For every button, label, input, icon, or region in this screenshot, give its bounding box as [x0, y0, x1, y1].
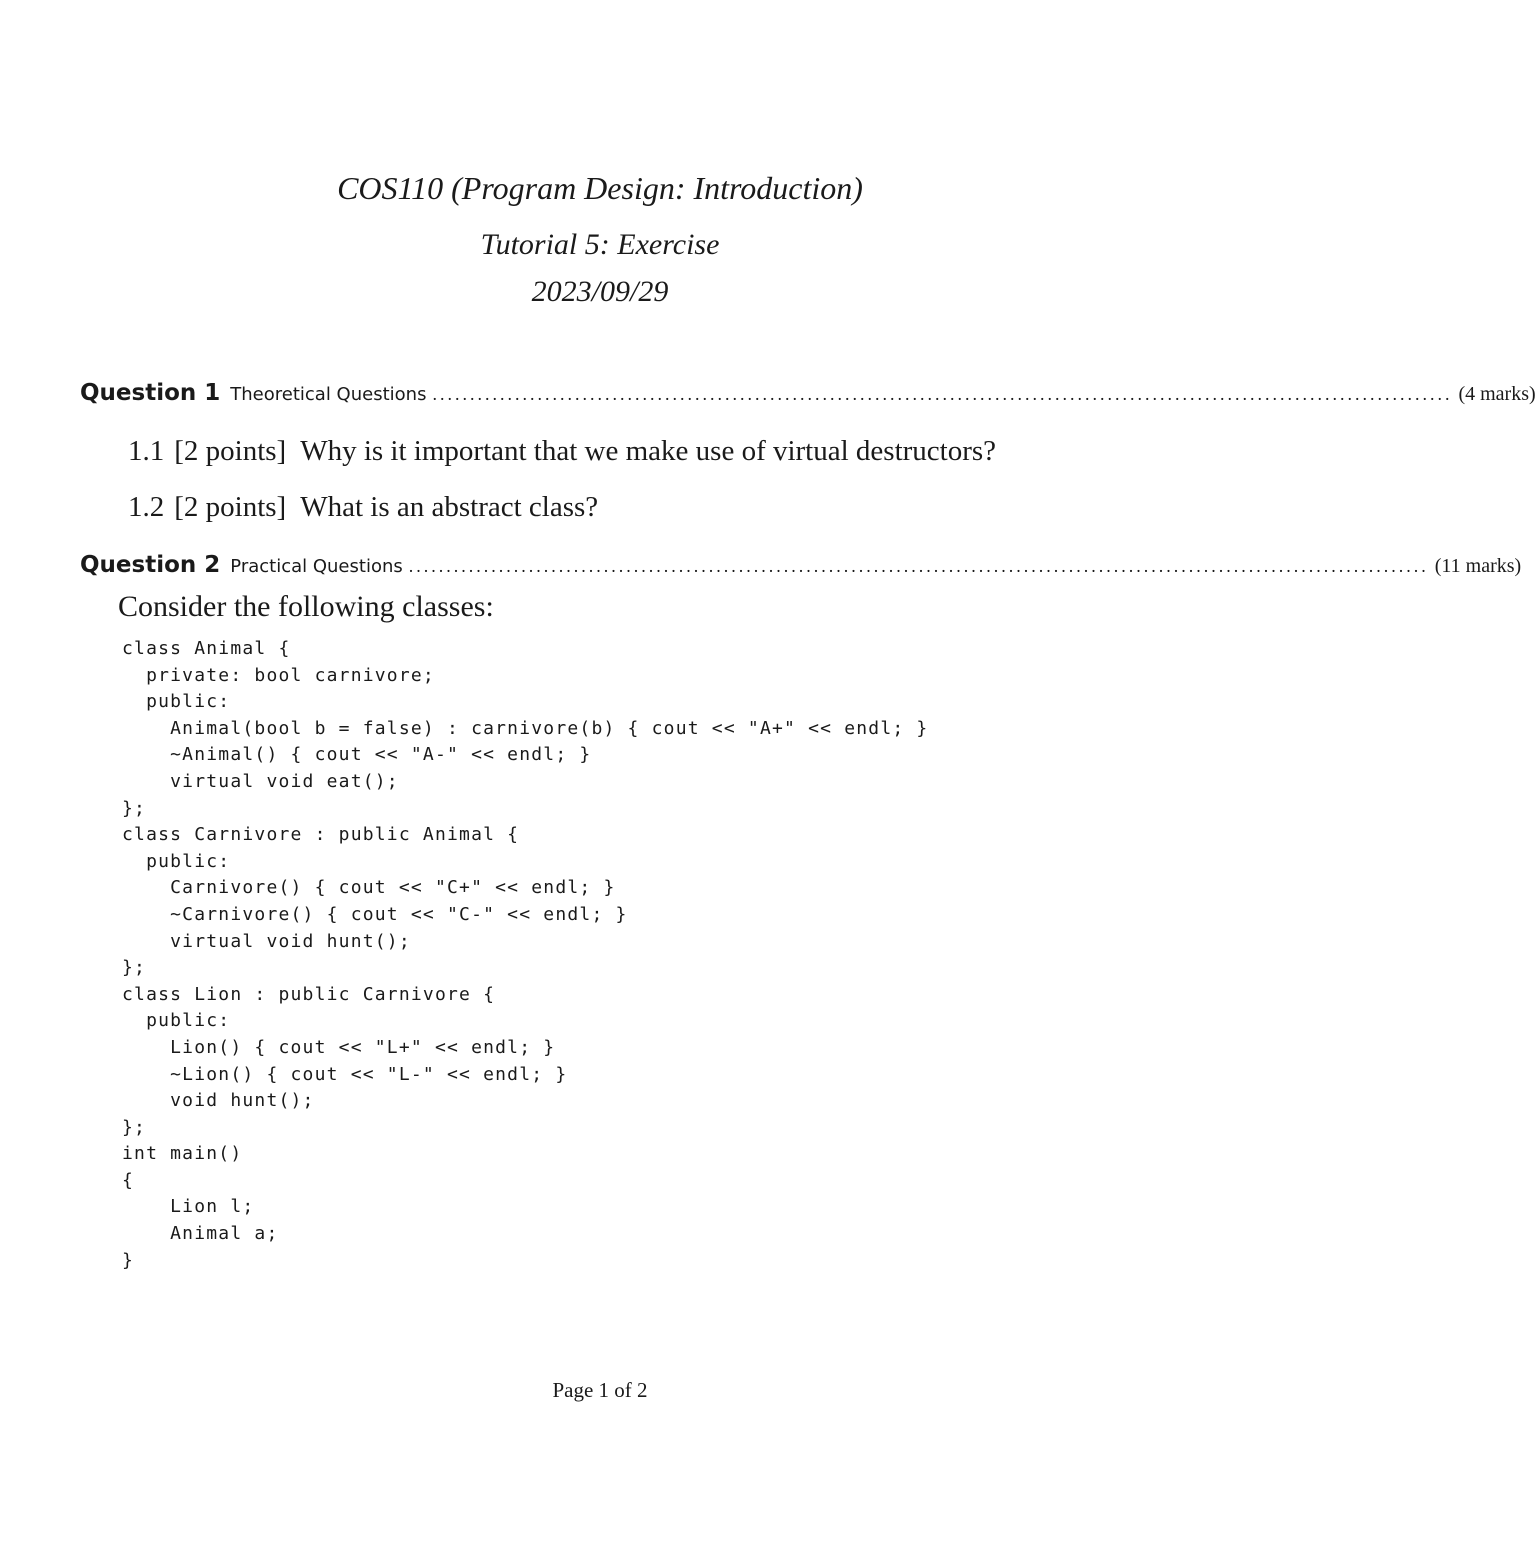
sub-question-number: 1.2: [128, 491, 165, 523]
code-line: public:: [122, 1010, 231, 1032]
sub-question-number: 1.1: [128, 435, 165, 467]
question-1-heading: [80, 380, 1536, 406]
sub-question-1-2: [128, 491, 598, 524]
code-line: Animal a;: [122, 1223, 279, 1245]
code-line: };: [122, 797, 147, 819]
code-line: ~Animal() { cout << "A-" << endl; }: [122, 744, 592, 766]
question-2-label: Question 2: [80, 552, 221, 578]
code-line: ~Carnivore() { cout << "C-" << endl; }: [122, 903, 628, 925]
sub-question-text: What is an abstract class?: [300, 491, 599, 523]
question-1-marks: (4 marks): [1458, 383, 1536, 405]
sub-question-1-1: [128, 435, 996, 468]
code-line: private: bool carnivore;: [122, 664, 435, 686]
code-line: };: [122, 1116, 147, 1138]
code-line: class Animal {: [122, 638, 291, 659]
page-number: Page 1 of 2: [552, 1378, 648, 1402]
dot-leader: ........................................................................................................................................: [432, 384, 1453, 404]
question-2-heading: [80, 552, 1522, 578]
code-line: virtual void eat();: [122, 770, 399, 792]
question-1-topic: Theoretical Questions: [230, 384, 427, 405]
question-2-marks: (11 marks): [1434, 555, 1522, 577]
question-2-intro: Consider the following classes:: [118, 590, 494, 623]
course-title: COS110 (Program Design: Introduction): [337, 170, 863, 206]
code-line: Lion l;: [122, 1196, 255, 1218]
sub-question-points: [2 points]: [174, 435, 287, 467]
sub-question-text: Why is it important that we make use of virtual destructors?: [300, 435, 997, 467]
tutorial-title: Tutorial 5: Exercise: [480, 228, 720, 261]
code-line: Lion() { cout << "L+" << endl; }: [122, 1036, 556, 1058]
code-line: ~Lion() { cout << "L-" << endl; }: [122, 1063, 568, 1085]
code-line: public:: [122, 691, 231, 713]
code-line: public:: [122, 850, 231, 872]
sub-question-points: [2 points]: [174, 491, 287, 523]
question-1-label: Question 1: [80, 380, 221, 406]
code-line: Carnivore() { cout << "C+" << endl; }: [122, 877, 616, 899]
code-line: class Carnivore : public Animal {: [122, 824, 520, 846]
code-line: class Lion : public Carnivore {: [122, 983, 496, 1005]
code-line: virtual void hunt();: [122, 930, 411, 952]
question-2-topic: Practical Questions: [230, 556, 403, 577]
tutorial-date: 2023/09/29: [531, 275, 669, 308]
code-line: {: [122, 1169, 135, 1191]
code-line: Animal(bool b = false) : carnivore(b) { cout << "A+" << endl; }: [122, 717, 929, 739]
code-line: };: [122, 957, 147, 979]
dot-leader: ........................................................................................................................................: [408, 556, 1429, 576]
code-line: }: [122, 1249, 135, 1271]
code-listing: [122, 636, 928, 1274]
code-line: void hunt();: [122, 1090, 315, 1112]
code-line: int main(): [122, 1143, 243, 1165]
